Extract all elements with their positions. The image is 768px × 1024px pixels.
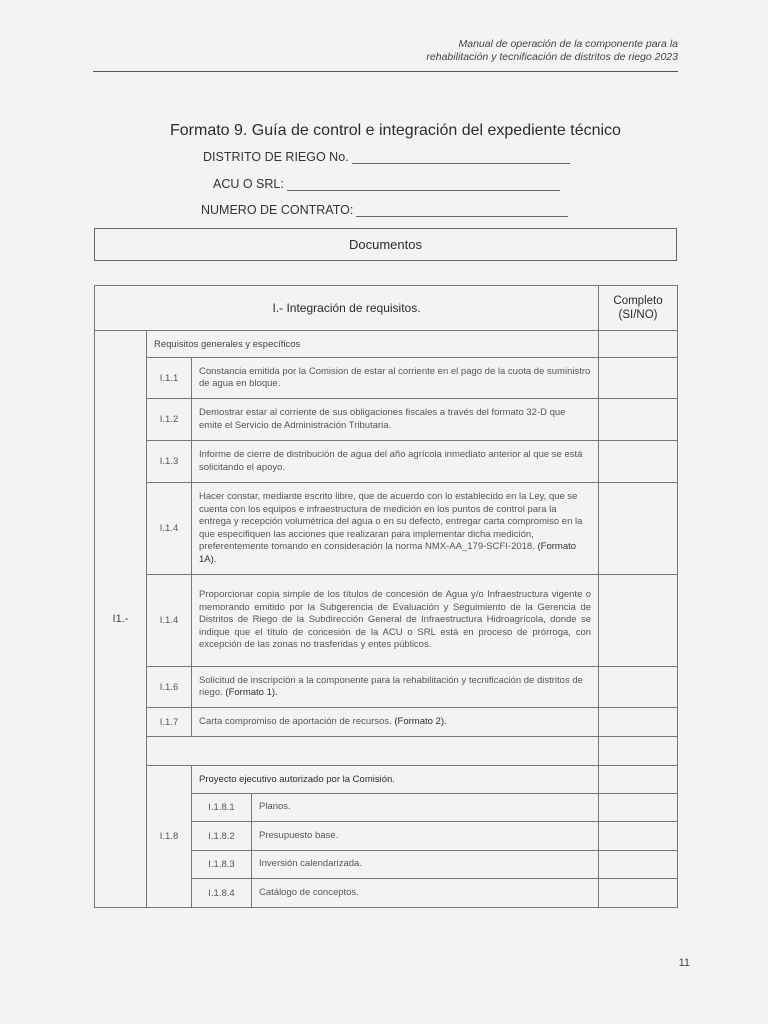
item-code: I.1.1 bbox=[147, 358, 192, 399]
table-row-empty bbox=[95, 737, 678, 766]
requirements-header: I.- Integración de requisitos. bbox=[95, 286, 599, 331]
item-code: I.1.7 bbox=[147, 708, 192, 737]
contrato-field bbox=[201, 203, 568, 217]
subitem-description: Inversión calendarizada. bbox=[252, 851, 599, 879]
item-description: Carta compromiso de aportación de recursos. (Formato 2). bbox=[192, 708, 599, 737]
distrito-field bbox=[203, 150, 570, 164]
item-description: Constancia emitida por la Comision de estar al corriente en el pago de la cuota de suministro de agua en bloque. bbox=[192, 358, 599, 399]
table-row bbox=[95, 331, 678, 358]
complete-cell[interactable] bbox=[599, 737, 678, 766]
subitem-description: Presupuesto base. bbox=[252, 822, 599, 851]
table-row bbox=[95, 483, 678, 575]
item-code: I.1.2 bbox=[147, 399, 192, 441]
header-rule bbox=[93, 71, 678, 72]
section-heading: Requisitos generales y específicos bbox=[147, 331, 599, 358]
item-description: Demostrar estar al corriente de sus obligaciones fiscales a través del formato 32-D que emite el Servicio de Administración Tributaria. bbox=[192, 399, 599, 441]
complete-cell[interactable] bbox=[599, 879, 678, 908]
complete-cell[interactable] bbox=[599, 483, 678, 575]
item-code: I.1.4 bbox=[147, 483, 192, 575]
complete-cell[interactable] bbox=[599, 822, 678, 851]
complete-cell[interactable] bbox=[599, 851, 678, 879]
running-header bbox=[278, 38, 678, 64]
table-row bbox=[95, 708, 678, 737]
subitem-code: I.1.8.2 bbox=[192, 822, 252, 851]
distrito-blank-line bbox=[352, 151, 570, 164]
complete-cell[interactable] bbox=[599, 331, 678, 358]
subitem-code: I.1.8.1 bbox=[192, 794, 252, 822]
subitem-code: I.1.8.3 bbox=[192, 851, 252, 879]
complete-header-line-2: (SI/NO) bbox=[618, 309, 658, 321]
table-row bbox=[95, 358, 678, 399]
item-code: I.1.6 bbox=[147, 667, 192, 708]
item-code: I.1.3 bbox=[147, 441, 192, 483]
table-row bbox=[95, 399, 678, 441]
contrato-blank-line bbox=[356, 204, 568, 217]
item-heading: Proyecto ejecutivo autorizado por la Comisión. bbox=[192, 766, 599, 794]
table-header-row bbox=[95, 286, 678, 331]
documentos-label: Documentos bbox=[349, 237, 422, 252]
item-description: Hacer constar, mediante escrito libre, que de acuerdo con lo establecido en la Ley, que se cuenta con los equipos e infraestructura de medición en los puntos de control para la entrega y recepción volumétrica del agua o en su defecto, entregar carta compromiso en la que especifiquen las acciones que realizaran para implementar dicha medición, preferentemente tomando en consideración la norma NMX-AA_179-SCFI-2018. (Formato 1A). bbox=[192, 483, 599, 575]
requirements-table bbox=[94, 285, 678, 908]
item-description: Proporcionar copia simple de los títulos de concesión de Agua y/o Infraestructura vigente o memorando emitido por la Subgerencia de Evaluación y Seguimiento de la Gerencia de Distritos de Riego de la Subdirección General de Infraestructura Hidroagrícola, donde se indique que el título de concesión de la ACU o SRL está en proceso de prórroga, con excepción de las zonas no trasferidas y entes públicos. bbox=[192, 575, 599, 667]
form-title: Formato 9. Guía de control e integración del expediente técnico bbox=[170, 122, 621, 139]
complete-header bbox=[599, 286, 678, 331]
item-description: Informe de cierre de distribución de agua del año agrícola inmediato anterior al que se está solicitando el apoyo. bbox=[192, 441, 599, 483]
table-row bbox=[95, 766, 678, 794]
subitem-code: I.1.8.4 bbox=[192, 879, 252, 908]
complete-cell[interactable] bbox=[599, 667, 678, 708]
distrito-label: DISTRITO DE RIEGO No. bbox=[203, 150, 349, 164]
table-row bbox=[95, 441, 678, 483]
complete-cell[interactable] bbox=[599, 399, 678, 441]
acu-field bbox=[213, 177, 560, 191]
complete-cell[interactable] bbox=[599, 766, 678, 794]
complete-cell[interactable] bbox=[599, 575, 678, 667]
item-description: Solicitud de inscripción a la componente para la rehabilitación y tecnificación de distritos de riego. (Formato 1). bbox=[192, 667, 599, 708]
header-line-2: rehabilitación y tecnificación de distritos de riego 2023 bbox=[426, 51, 678, 63]
item-code: I.1.8 bbox=[147, 766, 192, 908]
subitem-description: Catálogo de conceptos. bbox=[252, 879, 599, 908]
empty-cell bbox=[147, 737, 599, 766]
contrato-label: NUMERO DE CONTRATO: bbox=[201, 203, 354, 217]
page-number: 11 bbox=[678, 957, 690, 969]
acu-label: ACU O SRL: bbox=[213, 177, 284, 191]
section-label: I1.- bbox=[95, 331, 147, 908]
table-row bbox=[95, 575, 678, 667]
format-reference: (Formato 1A). bbox=[199, 541, 577, 565]
complete-cell[interactable] bbox=[599, 794, 678, 822]
acu-blank-line bbox=[287, 178, 560, 191]
subitem-description: Planos. bbox=[252, 794, 599, 822]
item-code: I.1.4 bbox=[147, 575, 192, 667]
header-line-1: Manual de operación de la componente para la bbox=[458, 38, 678, 50]
documentos-box bbox=[94, 228, 677, 261]
complete-header-line-1: Completo bbox=[613, 295, 663, 307]
complete-cell[interactable] bbox=[599, 441, 678, 483]
format-reference: (Formato 2). bbox=[394, 715, 447, 727]
table-row bbox=[95, 667, 678, 708]
format-reference: (Formato 1). bbox=[225, 687, 278, 698]
complete-cell[interactable] bbox=[599, 708, 678, 737]
complete-cell[interactable] bbox=[599, 358, 678, 399]
